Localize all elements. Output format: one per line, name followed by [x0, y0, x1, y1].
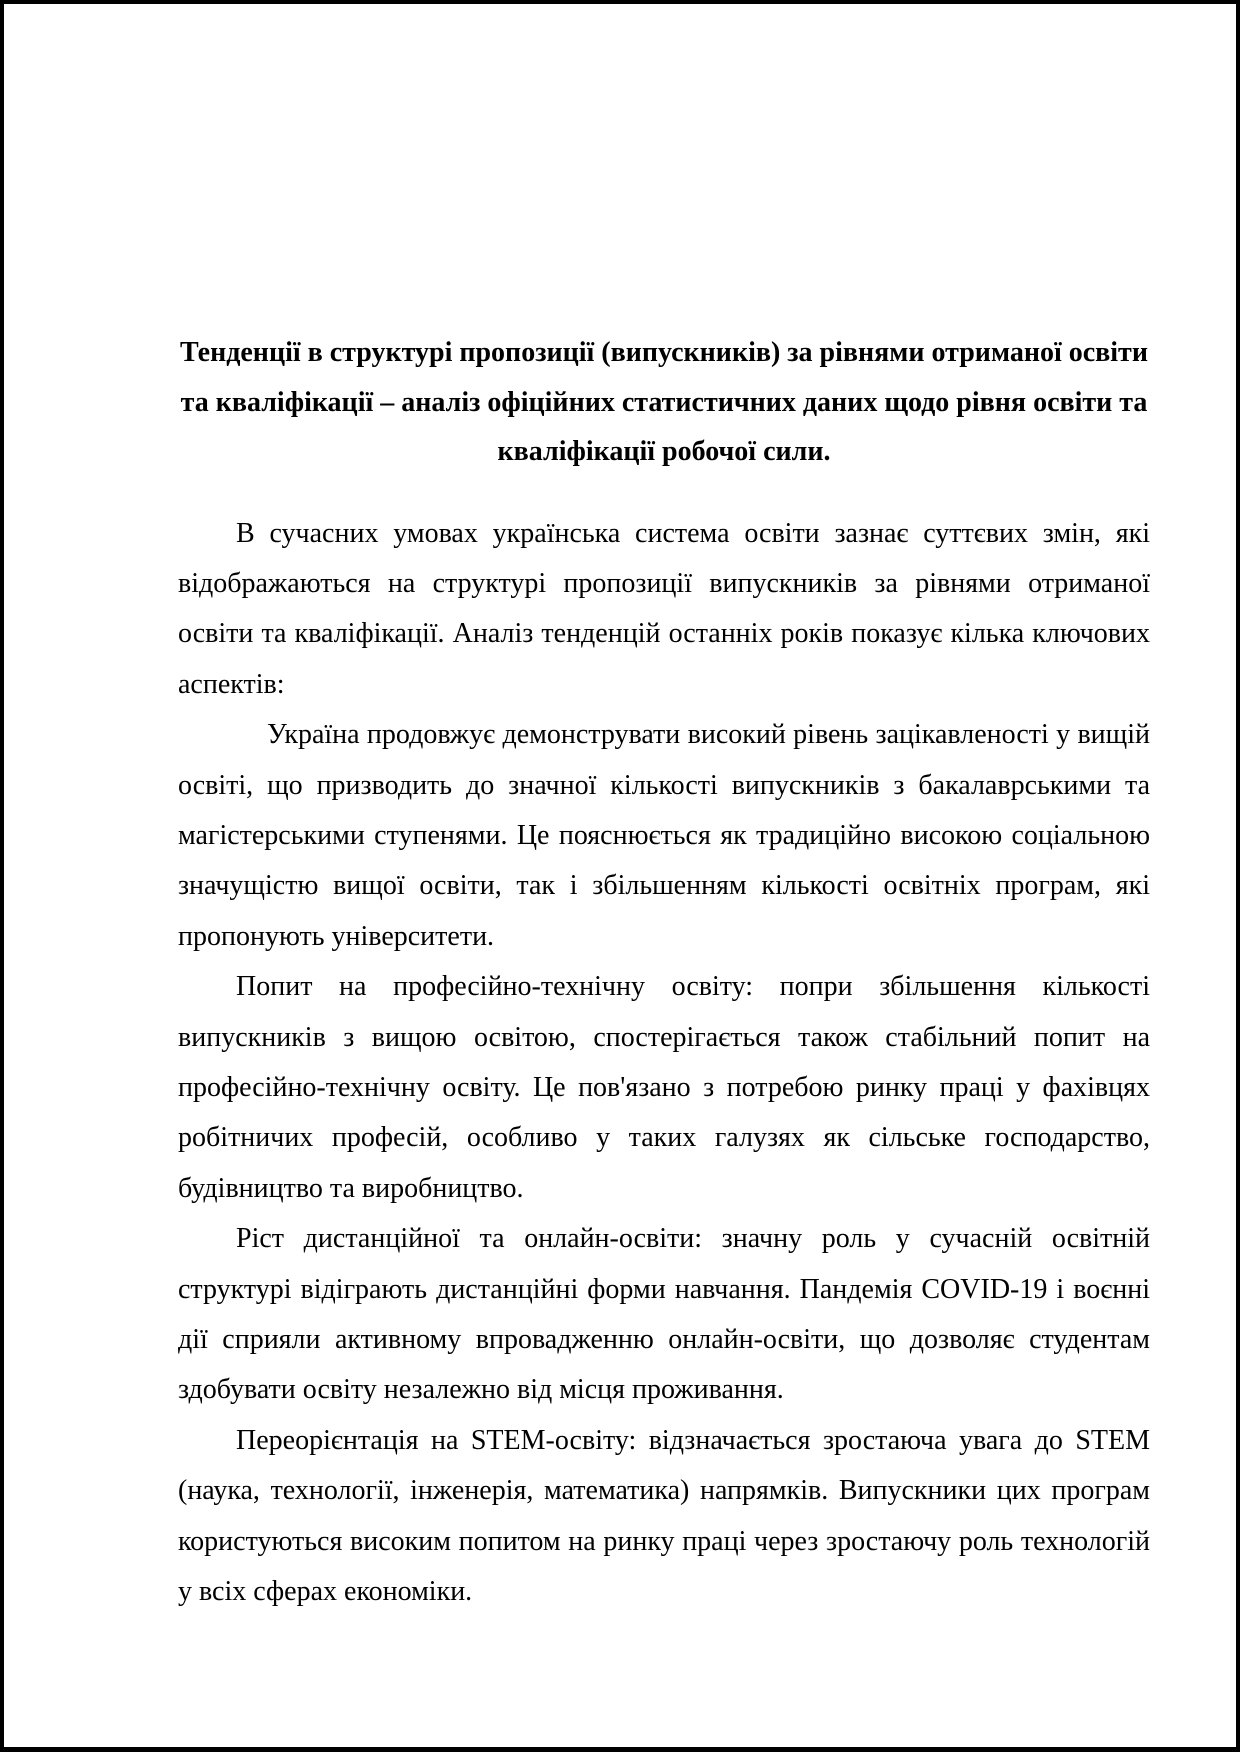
- document-content: [178, 328, 1150, 1617]
- paragraph-vocational-education: Попит на професійно-технічну освіту: попри збільшення кількості випускників з вищою освітою, спостерігається також стабільний попит на професійно-технічну освіту. Це пов'язано з потребою ринку праці у фахівцях робітничих професій, особливо у таких галузях як сільське господарство, будівництво та виробництво.: [178, 971, 1150, 1204]
- paragraph-online-education: Ріст дистанційної та онлайн-освіти: значну роль у сучасній освітній структурі відіграють дистанційні форми навчання. Пандемія COVID-19 і воєнні дії сприяли активному впровадженню онлайн-освіти, що дозволяє студентам здобувати освіту незалежно від місця проживання.: [178, 1223, 1150, 1406]
- paragraph-higher-education: Україна продовжує демонструвати високий рівень зацікавленості у вищій освіті, що призводить до значної кількості випускників з бакалаврськими та магістерськими ступенями. Це пояснюється як традиційно високою соціальною значущістю вищої освіти, так і збільшенням кількості освітніх програм, які пропонують університети.: [178, 719, 1150, 952]
- document-body: [178, 509, 1150, 1618]
- paragraph-intro: В сучасних умовах українська система освіти зазнає суттєвих змін, які відображаються на структурі пропозиції випускників за рівнями отриманої освіти та кваліфікації. Аналіз тенденцій останніх років показує кілька ключових аспектів:: [178, 517, 1150, 700]
- paragraph-stem-education: Переорієнтація на STEM-освіту: відзначається зростаюча увага до STEM (наука, технології, інженерія, математика) напрямків. Випускники цих програм користуються високим попитом на ринку праці через зростаючу роль технологій у всіх сферах економіки.: [178, 1424, 1150, 1608]
- document-title: Тенденції в структурі пропозиції (випускників) за рівнями отриманої освіти та кваліфікації – аналіз офіційних статистичних даних щодо рівня освіти та кваліфікації робочої сили.: [180, 337, 1148, 467]
